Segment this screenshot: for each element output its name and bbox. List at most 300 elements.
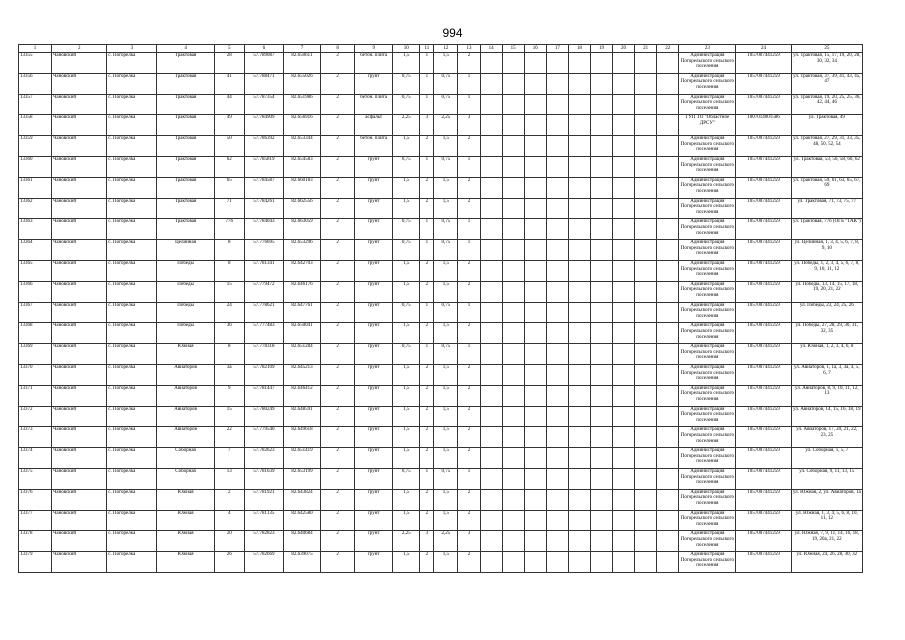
house-number-cell: 49 bbox=[214, 115, 244, 136]
street-cell: Трактовая bbox=[157, 156, 214, 177]
category-cell: 2 bbox=[321, 531, 355, 552]
surface-cell: грунт bbox=[355, 73, 393, 94]
street-cell: Южная bbox=[157, 344, 214, 365]
empty-cell bbox=[480, 468, 502, 489]
lanes-cell: 2 bbox=[420, 510, 434, 531]
house-number-cell: 8 bbox=[214, 240, 244, 261]
owner-cell: Администрация Погорельского сельского поселения bbox=[679, 240, 736, 261]
area-cell: 0,75 bbox=[434, 468, 458, 489]
row-number-cell: 13356 bbox=[19, 73, 52, 94]
district-cell: Чановский bbox=[52, 510, 107, 531]
length-cell: 1,5 bbox=[393, 136, 420, 157]
count-cell: 3 bbox=[458, 531, 480, 552]
empty-cell bbox=[480, 73, 502, 94]
addresses-cell: ул. Авиаторов, 14, 15, 16, 18, 19 bbox=[791, 406, 862, 427]
street-cell: Южная bbox=[157, 531, 214, 552]
settlement-cell: с. Погорелка bbox=[107, 219, 157, 240]
empty-cell bbox=[613, 156, 635, 177]
length-cell: 1,5 bbox=[393, 198, 420, 219]
longitude-cell: 82.645213 bbox=[283, 364, 320, 385]
area-cell: 1,5 bbox=[434, 406, 458, 427]
column-number-cell: 21 bbox=[635, 45, 657, 53]
table-row bbox=[19, 468, 863, 489]
category-cell: 2 bbox=[321, 53, 355, 74]
length-cell: 0,75 bbox=[393, 302, 420, 323]
street-cell: Авиаторов bbox=[157, 385, 214, 406]
empty-cell bbox=[613, 489, 635, 510]
empty-cell bbox=[546, 53, 568, 74]
district-cell: Чановский bbox=[52, 260, 107, 281]
area-cell: 0,75 bbox=[434, 73, 458, 94]
empty-cell bbox=[546, 240, 568, 261]
empty-cell bbox=[613, 510, 635, 531]
empty-cell bbox=[524, 448, 546, 469]
empty-cell bbox=[657, 468, 679, 489]
district-cell: Чановский bbox=[52, 136, 107, 157]
empty-cell bbox=[546, 94, 568, 115]
empty-cell bbox=[480, 552, 502, 573]
empty-cell bbox=[613, 219, 635, 240]
row-number-cell: 13357 bbox=[19, 94, 52, 115]
table-row bbox=[19, 94, 863, 115]
empty-cell bbox=[613, 364, 635, 385]
category-cell: 2 bbox=[321, 406, 355, 427]
owner-cell: Администрация Погорельского сельского поселения bbox=[679, 53, 736, 74]
table-row bbox=[19, 240, 863, 261]
column-number-cell: 18 bbox=[568, 45, 590, 53]
empty-cell bbox=[635, 427, 657, 448]
addresses-cell: ул. Победы, 13, 14, 15, 17, 18, 19, 20, 21, 22 bbox=[791, 281, 862, 302]
empty-cell bbox=[613, 115, 635, 136]
empty-cell bbox=[502, 552, 524, 573]
count-cell: 2 bbox=[458, 385, 480, 406]
empty-cell bbox=[480, 302, 502, 323]
street-cell: Южная bbox=[157, 489, 214, 510]
surface-cell: грунт bbox=[355, 344, 393, 365]
surface-cell: грунт bbox=[355, 177, 393, 198]
column-number-cell: 8 bbox=[321, 45, 355, 53]
column-number-cell: 10 bbox=[393, 45, 420, 53]
empty-cell bbox=[480, 115, 502, 136]
house-number-cell: 2 bbox=[214, 489, 244, 510]
addresses-cell: ул. Трактовая, 19, 20, 25, 25, 36, 42, 44, 46 bbox=[791, 94, 862, 115]
empty-cell bbox=[635, 468, 657, 489]
owner-cell: Администрация Погорельского сельского поселения bbox=[679, 260, 736, 281]
row-number-cell: 13373 bbox=[19, 427, 52, 448]
empty-cell bbox=[590, 260, 612, 281]
empty-cell bbox=[480, 177, 502, 198]
longitude-cell: 82.650041 bbox=[283, 323, 320, 344]
empty-cell bbox=[502, 156, 524, 177]
area-cell: 0,75 bbox=[434, 302, 458, 323]
district-cell: Чановский bbox=[52, 240, 107, 261]
owner-cell: Администрация Погорельского сельского поселения bbox=[679, 510, 736, 531]
addresses-cell: ул. Трактовая, 77б (ОГБ "ТАК") bbox=[791, 219, 862, 240]
owner-cell: Администрация Погорельского сельского поселения bbox=[679, 198, 736, 219]
street-cell: Авиаторов bbox=[157, 427, 214, 448]
street-cell: Южная bbox=[157, 510, 214, 531]
addresses-cell: ул. Южная, 1, 2, 3, 4, 6, 8 bbox=[791, 344, 862, 365]
empty-cell bbox=[524, 406, 546, 427]
empty-cell bbox=[524, 364, 546, 385]
surface-cell: грунт bbox=[355, 198, 393, 219]
empty-cell bbox=[502, 94, 524, 115]
street-cell: Победы bbox=[157, 260, 214, 281]
settlement-cell: с. Погорелка bbox=[107, 364, 157, 385]
empty-cell bbox=[568, 552, 590, 573]
row-number-cell: 13363 bbox=[19, 219, 52, 240]
surface-cell: грунт bbox=[355, 510, 393, 531]
latitude-cell: 57.781341 bbox=[244, 260, 283, 281]
empty-cell bbox=[502, 219, 524, 240]
length-cell: 2,25 bbox=[393, 531, 420, 552]
addresses-cell: ул. Авиаторов, 8, 9, 10, 11, 12, 13 bbox=[791, 385, 862, 406]
house-number-cell: 50 bbox=[214, 136, 244, 157]
row-number-cell: 13355 bbox=[19, 53, 52, 74]
lanes-cell: 1 bbox=[420, 219, 434, 240]
settlement-cell: с. Погорелка bbox=[107, 260, 157, 281]
row-number-cell: 13370 bbox=[19, 364, 52, 385]
lanes-cell: 2 bbox=[420, 198, 434, 219]
count-cell: 1 bbox=[458, 240, 480, 261]
house-number-cell: 28 bbox=[214, 53, 244, 74]
owner-cell: Администрация Погорельского сельского поселения bbox=[679, 281, 736, 302]
table-row bbox=[19, 406, 863, 427]
category-cell: 2 bbox=[321, 115, 355, 136]
empty-cell bbox=[502, 177, 524, 198]
empty-cell bbox=[546, 219, 568, 240]
inn-cell: 1057007441259 bbox=[736, 344, 791, 365]
area-cell: 0,75 bbox=[434, 219, 458, 240]
street-cell: Соборная bbox=[157, 448, 214, 469]
empty-cell bbox=[502, 115, 524, 136]
empty-cell bbox=[613, 406, 635, 427]
empty-cell bbox=[657, 260, 679, 281]
category-cell: 2 bbox=[321, 73, 355, 94]
inn-cell: 1057007441259 bbox=[736, 177, 791, 198]
row-number-cell: 13371 bbox=[19, 385, 52, 406]
addresses-cell: ул. Трактовая, 53, 56, 58, 60, 62 bbox=[791, 156, 862, 177]
settlement-cell: с. Погорелка bbox=[107, 448, 157, 469]
empty-cell bbox=[613, 302, 635, 323]
empty-cell bbox=[590, 240, 612, 261]
empty-cell bbox=[635, 177, 657, 198]
empty-cell bbox=[546, 385, 568, 406]
area-cell: 1,5 bbox=[434, 136, 458, 157]
inn-cell: 1057007441259 bbox=[736, 156, 791, 177]
category-cell: 2 bbox=[321, 281, 355, 302]
empty-cell bbox=[502, 489, 524, 510]
owner-cell: Администрация Погорельского сельского поселения bbox=[679, 552, 736, 573]
inn-cell: 1057007441259 bbox=[736, 240, 791, 261]
longitude-cell: 82.647761 bbox=[283, 302, 320, 323]
empty-cell bbox=[613, 468, 635, 489]
empty-cell bbox=[657, 302, 679, 323]
empty-cell bbox=[480, 156, 502, 177]
empty-cell bbox=[502, 281, 524, 302]
empty-cell bbox=[590, 364, 612, 385]
empty-cell bbox=[635, 510, 657, 531]
latitude-cell: 57.784909 bbox=[244, 115, 283, 136]
table-row bbox=[19, 115, 863, 136]
empty-cell bbox=[524, 240, 546, 261]
table-row bbox=[19, 427, 863, 448]
count-cell: 2 bbox=[458, 448, 480, 469]
lanes-cell: 3 bbox=[420, 531, 434, 552]
house-number-cell: 15 bbox=[214, 406, 244, 427]
empty-cell bbox=[568, 94, 590, 115]
settlement-cell: с. Погорелка bbox=[107, 344, 157, 365]
addresses-cell: ул. Трактовая, 15, 17, 19, 20, 28, 30, 32, 34 bbox=[791, 53, 862, 74]
lanes-cell: 1 bbox=[420, 240, 434, 261]
longitude-cell: 82.649618 bbox=[283, 427, 320, 448]
owner-cell: Администрация Погорельского сельского поселения bbox=[679, 177, 736, 198]
row-number-cell: 13361 bbox=[19, 177, 52, 198]
column-number-cell: 3 bbox=[107, 45, 157, 53]
settlement-cell: с. Погорелка bbox=[107, 177, 157, 198]
street-cell: Трактовая bbox=[157, 177, 214, 198]
house-number-cell: 13 bbox=[214, 468, 244, 489]
column-number-cell: 12 bbox=[434, 45, 458, 53]
district-cell: Чановский bbox=[52, 531, 107, 552]
empty-cell bbox=[524, 427, 546, 448]
empty-cell bbox=[546, 510, 568, 531]
empty-cell bbox=[568, 281, 590, 302]
empty-cell bbox=[546, 364, 568, 385]
longitude-cell: 82.663059 bbox=[283, 219, 320, 240]
addresses-cell: ул. Южная, 1, 3, 4, 5, 6, 8, 10, 11, 12 bbox=[791, 510, 862, 531]
latitude-cell: 57.789087 bbox=[244, 53, 283, 74]
house-number-cell: 36 bbox=[214, 323, 244, 344]
longitude-cell: 82.639075 bbox=[283, 552, 320, 573]
length-cell: 1,5 bbox=[393, 323, 420, 344]
empty-cell bbox=[546, 198, 568, 219]
addresses-cell: ул. Южная, 7, 9, 11, 14, 16, 18, 19, 20а, 21, 22 bbox=[791, 531, 862, 552]
area-cell: 1,5 bbox=[434, 323, 458, 344]
empty-cell bbox=[635, 302, 657, 323]
lanes-cell: 2 bbox=[420, 136, 434, 157]
lanes-cell: 3 bbox=[420, 115, 434, 136]
inn-cell: 1057007441259 bbox=[736, 552, 791, 573]
inn-cell: 1057007441259 bbox=[736, 323, 791, 344]
category-cell: 2 bbox=[321, 468, 355, 489]
length-cell: 1,5 bbox=[393, 281, 420, 302]
street-cell: Трактовая bbox=[157, 136, 214, 157]
addresses-cell: ул. Победы, 27, 28, 29, 30, 31, 32, 35 bbox=[791, 323, 862, 344]
table-row bbox=[19, 73, 863, 94]
street-cell: Соборная bbox=[157, 468, 214, 489]
column-number-cell: 14 bbox=[480, 45, 502, 53]
empty-cell bbox=[524, 489, 546, 510]
lanes-cell: 2 bbox=[420, 260, 434, 281]
count-cell: 1 bbox=[458, 219, 480, 240]
area-cell: 1,5 bbox=[434, 448, 458, 469]
inn-cell: 1057007441259 bbox=[736, 302, 791, 323]
empty-cell bbox=[524, 260, 546, 281]
empty-cell bbox=[480, 489, 502, 510]
district-cell: Чановский bbox=[52, 468, 107, 489]
count-cell: 2 bbox=[458, 427, 480, 448]
row-number-cell: 13376 bbox=[19, 489, 52, 510]
owner-cell: Администрация Погорельского сельского поселения bbox=[679, 364, 736, 385]
latitude-cell: 57.782623 bbox=[244, 448, 283, 469]
empty-cell bbox=[502, 136, 524, 157]
lanes-cell: 1 bbox=[420, 344, 434, 365]
lanes-cell: 2 bbox=[420, 323, 434, 344]
column-number-cell: 22 bbox=[657, 45, 679, 53]
empty-cell bbox=[546, 552, 568, 573]
area-cell: 2,25 bbox=[434, 115, 458, 136]
empty-cell bbox=[502, 302, 524, 323]
row-number-cell: 13359 bbox=[19, 136, 52, 157]
area-cell: 1,5 bbox=[434, 489, 458, 510]
row-number-cell: 13372 bbox=[19, 406, 52, 427]
empty-cell bbox=[524, 344, 546, 365]
street-cell: Победы bbox=[157, 302, 214, 323]
longitude-cell: 82.640684 bbox=[283, 531, 320, 552]
count-cell: 2 bbox=[458, 260, 480, 281]
street-cell: Авиаторов bbox=[157, 364, 214, 385]
empty-cell bbox=[502, 406, 524, 427]
empty-cell bbox=[590, 281, 612, 302]
empty-cell bbox=[657, 344, 679, 365]
lanes-cell: 2 bbox=[420, 489, 434, 510]
surface-cell: грунт bbox=[355, 156, 393, 177]
empty-cell bbox=[657, 281, 679, 302]
empty-cell bbox=[635, 53, 657, 74]
count-cell: 1 bbox=[458, 468, 480, 489]
empty-cell bbox=[480, 260, 502, 281]
latitude-cell: 57.784043 bbox=[244, 219, 283, 240]
settlement-cell: с. Погорелка bbox=[107, 281, 157, 302]
length-cell: 1,5 bbox=[393, 364, 420, 385]
length-cell: 1,5 bbox=[393, 510, 420, 531]
empty-cell bbox=[502, 240, 524, 261]
surface-cell: грунт bbox=[355, 219, 393, 240]
owner-cell: Администрация Погорельского сельского поселения bbox=[679, 73, 736, 94]
column-number-cell: 5 bbox=[214, 45, 244, 53]
lanes-cell: 1 bbox=[420, 73, 434, 94]
empty-cell bbox=[613, 53, 635, 74]
empty-cell bbox=[546, 281, 568, 302]
column-number-cell: 23 bbox=[679, 45, 736, 53]
table-row bbox=[19, 531, 863, 552]
count-cell: 2 bbox=[458, 489, 480, 510]
latitude-cell: 57.784261 bbox=[244, 198, 283, 219]
empty-cell bbox=[546, 115, 568, 136]
house-number-cell: 24 bbox=[214, 302, 244, 323]
longitude-cell: 82.650611 bbox=[283, 53, 320, 74]
empty-cell bbox=[524, 73, 546, 94]
inn-cell: 1057007441259 bbox=[736, 364, 791, 385]
table-row bbox=[19, 323, 863, 344]
empty-cell bbox=[546, 531, 568, 552]
empty-cell bbox=[524, 510, 546, 531]
empty-cell bbox=[524, 385, 546, 406]
empty-cell bbox=[568, 489, 590, 510]
lanes-cell: 2 bbox=[420, 448, 434, 469]
count-cell: 1 bbox=[458, 302, 480, 323]
empty-cell bbox=[568, 364, 590, 385]
empty-cell bbox=[568, 156, 590, 177]
empty-cell bbox=[524, 177, 546, 198]
empty-cell bbox=[502, 53, 524, 74]
row-number-cell: 13374 bbox=[19, 448, 52, 469]
inn-cell: 1057007441259 bbox=[736, 94, 791, 115]
empty-cell bbox=[590, 136, 612, 157]
longitude-cell: 82.662556 bbox=[283, 198, 320, 219]
count-cell: 3 bbox=[458, 115, 480, 136]
addresses-cell: ул. Южная, 2, ул. Авиаторов, 1а bbox=[791, 489, 862, 510]
lanes-cell: 2 bbox=[420, 281, 434, 302]
settlement-cell: с. Погорелка bbox=[107, 531, 157, 552]
table-row bbox=[19, 302, 863, 323]
table-row bbox=[19, 260, 863, 281]
settlement-cell: с. Погорелка bbox=[107, 240, 157, 261]
row-number-cell: 13358 bbox=[19, 115, 52, 136]
owner-cell: Администрация Погорельского сельского поселения bbox=[679, 323, 736, 344]
empty-cell bbox=[657, 406, 679, 427]
latitude-cell: 57.782823 bbox=[244, 531, 283, 552]
longitude-cell: 82.646176 bbox=[283, 281, 320, 302]
owner-cell: Администрация Погорельского сельского поселения bbox=[679, 406, 736, 427]
district-cell: Чановский bbox=[52, 156, 107, 177]
count-cell: 2 bbox=[458, 323, 480, 344]
empty-cell bbox=[635, 198, 657, 219]
surface-cell: грунт bbox=[355, 281, 393, 302]
length-cell: 0,75 bbox=[393, 219, 420, 240]
latitude-cell: 57.776695 bbox=[244, 240, 283, 261]
lanes-cell: 1 bbox=[420, 53, 434, 74]
row-number-cell: 13360 bbox=[19, 156, 52, 177]
empty-cell bbox=[613, 136, 635, 157]
empty-cell bbox=[568, 531, 590, 552]
addresses-cell: ул. Соборная, 9, 11, 13, 15 bbox=[791, 468, 862, 489]
empty-cell bbox=[635, 73, 657, 94]
district-cell: Чановский bbox=[52, 406, 107, 427]
empty-cell bbox=[480, 385, 502, 406]
lanes-cell: 2 bbox=[420, 552, 434, 573]
table-row bbox=[19, 552, 863, 573]
column-number-cell: 1 bbox=[19, 45, 52, 53]
empty-cell bbox=[480, 53, 502, 74]
empty-cell bbox=[568, 177, 590, 198]
empty-cell bbox=[657, 427, 679, 448]
empty-cell bbox=[657, 94, 679, 115]
street-cell: Авиаторов bbox=[157, 406, 214, 427]
empty-cell bbox=[502, 323, 524, 344]
empty-cell bbox=[524, 156, 546, 177]
owner-cell: Администрация Погорельского сельского поселения bbox=[679, 427, 736, 448]
count-cell: 2 bbox=[458, 281, 480, 302]
category-cell: 2 bbox=[321, 448, 355, 469]
surface-cell: грунт bbox=[355, 427, 393, 448]
count-cell: 1 bbox=[458, 73, 480, 94]
district-cell: Чановский bbox=[52, 177, 107, 198]
empty-cell bbox=[502, 344, 524, 365]
district-cell: Чановский bbox=[52, 364, 107, 385]
table-row bbox=[19, 510, 863, 531]
area-cell: 1,5 bbox=[434, 53, 458, 74]
house-number-cell: 41 bbox=[214, 73, 244, 94]
house-number-cell: 71 bbox=[214, 198, 244, 219]
empty-cell bbox=[480, 240, 502, 261]
empty-cell bbox=[657, 489, 679, 510]
empty-cell bbox=[657, 177, 679, 198]
house-number-cell: 26 bbox=[214, 552, 244, 573]
empty-cell bbox=[524, 219, 546, 240]
longitude-cell: 82.654583 bbox=[283, 156, 320, 177]
